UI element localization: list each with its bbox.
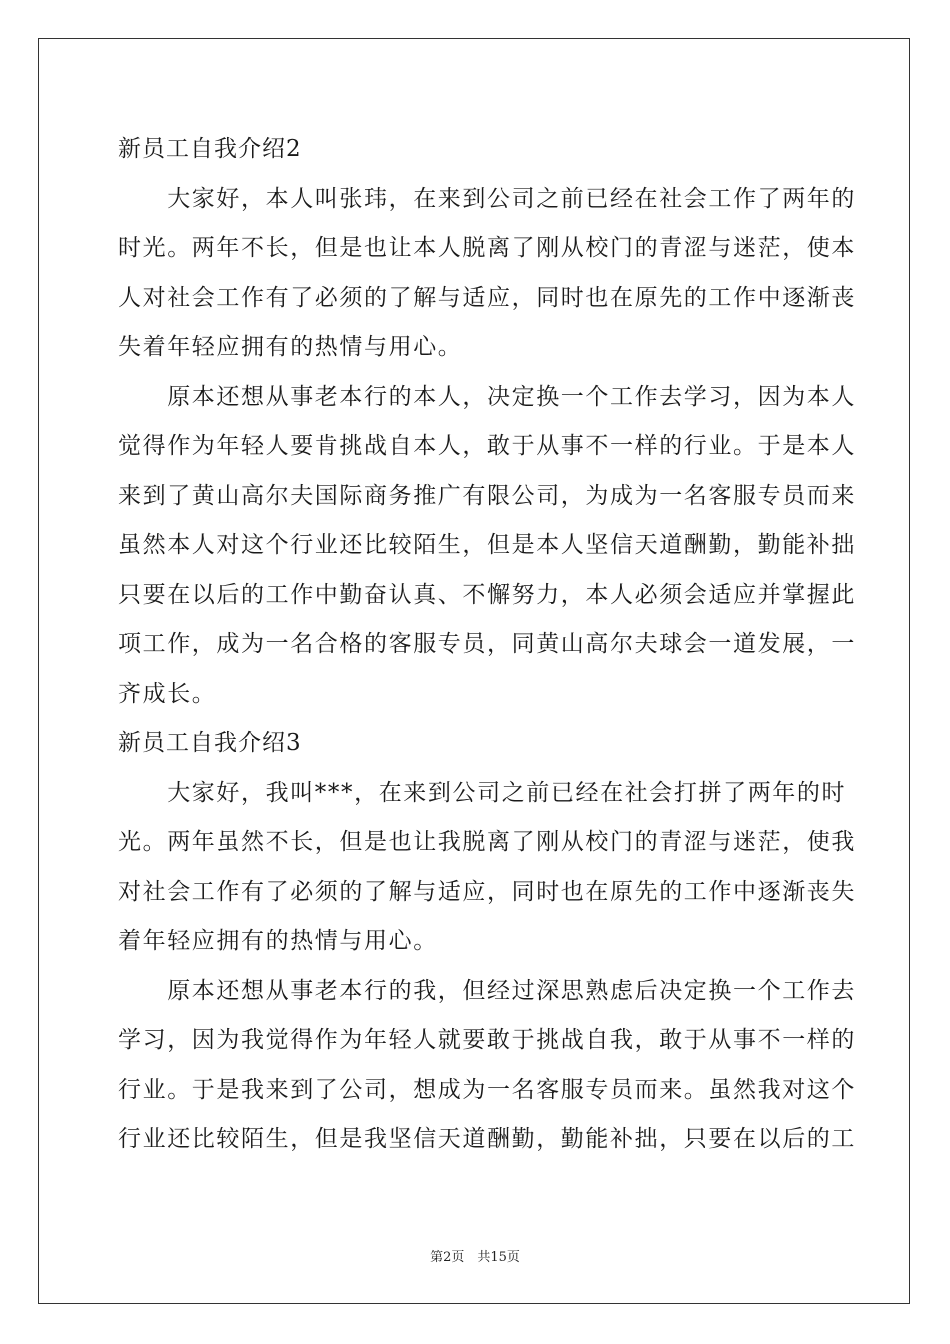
text-line: 来到了黄山高尔夫国际商务推广有限公司，为成为一名客服专员而来 <box>118 482 856 509</box>
section <box>118 125 856 719</box>
section-title: 新员工自我介绍2 <box>118 136 302 162</box>
text-line: 大家好，我叫***，在来到公司之前已经在社会打拼了两年的时 <box>118 779 847 806</box>
paragraph <box>118 967 856 1165</box>
paragraph <box>118 373 856 720</box>
text-line: 行业还比较陌生，但是我坚信天道酬勤，勤能补拙，只要在以后的工 <box>118 1126 856 1152</box>
section-title: 新员工自我介绍3 <box>118 730 302 756</box>
page-number-footer: 第2页 共15页 <box>430 1250 520 1265</box>
text-line: 原本还想从事老本行的本人，决定换一个工作去学习，因为本人 <box>118 383 856 410</box>
text-line: 原本还想从事老本行的我，但经过深思熟虑后决定换一个工作去 <box>118 977 856 1004</box>
document-body <box>118 125 856 1165</box>
section <box>118 719 856 1165</box>
text-line: 光。两年虽然不长，但是也让我脱离了刚从校门的青涩与迷茫，使我 <box>118 829 856 855</box>
text-line: 行业。于是我来到了公司，想成为一名客服专员而来。虽然我对这个 <box>118 1076 856 1103</box>
text-line: 失着年轻应拥有的热情与用心。 <box>118 334 463 360</box>
text-line: 大家好，本人叫张玮，在来到公司之前已经在社会工作了两年的 <box>118 185 856 212</box>
text-line: 时光。两年不长，但是也让本人脱离了刚从校门的青涩与迷茫，使本 <box>118 235 856 261</box>
text-line: 齐成长。 <box>118 680 217 707</box>
text-line: 着年轻应拥有的热情与用心。 <box>118 928 438 954</box>
paragraph <box>118 769 856 967</box>
text-line: 学习，因为我觉得作为年轻人就要敢于挑战自我，敢于从事不一样的 <box>118 1027 856 1053</box>
text-line: 只要在以后的工作中勤奋认真、不懈努力，本人必须会适应并掌握此 <box>118 581 856 608</box>
text-line: 人对社会工作有了必须的了解与适应，同时也在原先的工作中逐渐丧 <box>118 284 856 311</box>
text-line: 对社会工作有了必须的了解与适应，同时也在原先的工作中逐渐丧失 <box>118 878 856 905</box>
text-line: 项工作，成为一名合格的客服专员，同黄山高尔夫球会一道发展，一 <box>118 631 856 657</box>
paragraph <box>118 175 856 373</box>
text-line: 觉得作为年轻人要肯挑战自本人，敢于从事不一样的行业。于是本人 <box>118 433 856 459</box>
text-line: 虽然本人对这个行业还比较陌生，但是本人坚信天道酬勤，勤能补拙 <box>118 532 856 558</box>
